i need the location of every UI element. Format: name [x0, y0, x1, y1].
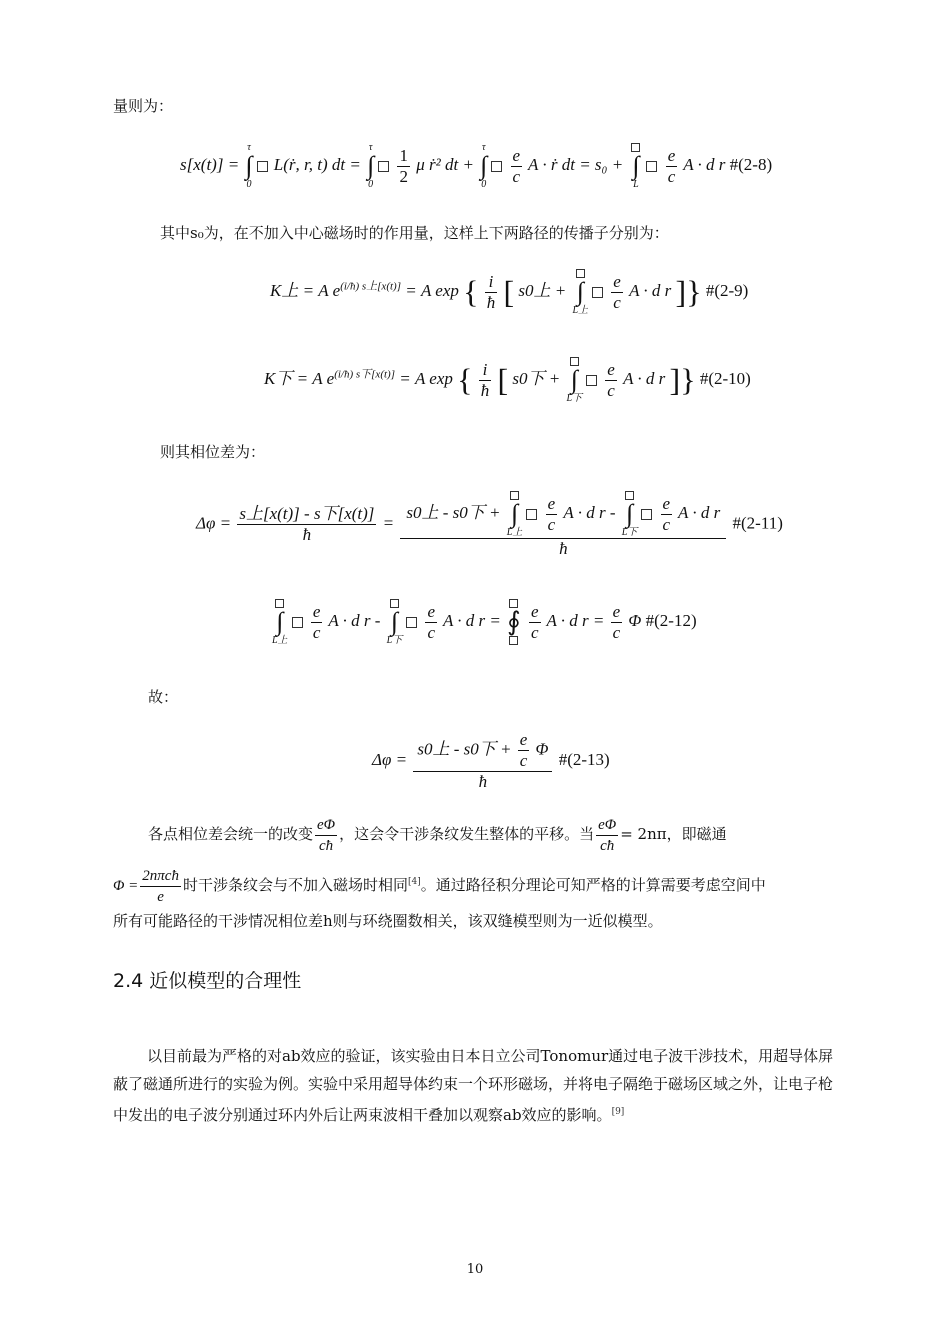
eq-2-10-lhs: K下 = A e [264, 368, 335, 388]
integrand: A · d r [623, 368, 666, 388]
eq-2-8-term3: A · ṙ dt = s₀ + [528, 154, 624, 174]
bracket-start: s0下 + [512, 368, 561, 388]
placeholder-box-icon [491, 161, 502, 172]
eq-2-9-mid: = A exp [405, 280, 459, 300]
eq-2-8-term1: L(ṙ, r, t) dt = [273, 154, 361, 174]
fraction-phase-expanded: s0上 - s0下 + ∫ L上 $\frac{e}{c}$ A · d r - ∫ L下 $\frac{e}{c}$ A · d r ħ [400, 490, 726, 559]
fraction-phase: $\frac{\text{s上[x(t)] - s下[x(t)]}}{ħ}$ [239, 504, 375, 544]
paragraph-s0: 其中s₀为，在不加入中心磁场时的作用量，这样上下两路径的传播子分别为： [160, 224, 669, 242]
fraction-flux: $\frac{\text{2nπcħ}}{e}$ [142, 867, 179, 905]
equation-tag: #(2-10) [699, 368, 751, 388]
integral-symbol: τ ∫ 0 [480, 142, 488, 190]
placeholder-box-icon [592, 287, 603, 298]
integral-symbol: τ ∫ 0 [245, 142, 253, 190]
integrand: A · d r [629, 280, 672, 300]
path-integral-symbol: ∫ L下 [566, 356, 582, 404]
paragraph-phase: 则其相位差为： [160, 443, 266, 461]
fraction-e-over-c: $\frac{e}{c}$ [667, 145, 676, 186]
citation-9[interactable]: [9] [611, 1107, 625, 1117]
eq-2-9-lhs: K上 = A e [270, 280, 341, 300]
eq-2-11-lhs: Δφ = [196, 513, 232, 533]
bracket-start: s0上 + [518, 280, 567, 300]
eq-2-12-part-c: A · d r = [546, 610, 605, 630]
section-heading: 2.4 近似模型的合理性 [113, 970, 302, 992]
exponent: (i/ħ) s下[x(t)] [334, 368, 395, 381]
lower-limit: 0 [246, 179, 252, 190]
intro-text: 量则为： [113, 97, 174, 115]
paragraph-therefore: 故： [148, 688, 179, 706]
fraction-phase-final: s0上 - s0下 + $\frac{e}{c}$ Φ ħ [413, 730, 552, 792]
equation-2-11: Δφ = $\frac{\text{s上[x(t)] - s下[x(t)]}}{ħ}$ = s0上 - s0下 + ∫ L上 $\frac{e}{c}$ A · d r - ∫ L下 $\frac{e}{c}$ A · d r ħ #(2-11) [196, 490, 783, 559]
placeholder-box-icon [586, 375, 597, 386]
page-number: 10 [466, 1262, 484, 1277]
fraction-half: $\frac{1}{2}$ [399, 145, 408, 186]
equation-tag: #(2-12) [645, 610, 697, 630]
fraction-i-over-hbar: $\frac{i}{ħ}$ [486, 271, 496, 312]
equation-tag: #(2-8) [729, 154, 773, 174]
equation-tag: #(2-11) [732, 513, 783, 533]
placeholder-box-icon [378, 161, 389, 172]
eq-2-8-term2: μ ṙ² dt + [416, 154, 474, 174]
paragraph-flux-line2: 所有可能路径的干涉情况相位差h则与环绕圈数相关，该双缝模型则为一近似模型。 [113, 912, 663, 930]
exponent: (i/ħ) s上[x(t)] [340, 280, 401, 293]
paragraph-flux: Φ = $\frac{\text{2nπcħ}}{e}$ 时干涉条纹会与不加入磁场时相同[4]。通过路径积分理论可知严格的计算需要考虑空间中 [113, 867, 766, 905]
equation-2-13 [372, 730, 610, 792]
placeholder-box-icon [257, 161, 268, 172]
placeholder-box-icon [646, 161, 657, 172]
equation-2-12: ∫ L上 $\frac{e}{c}$ A · d r - ∫ L下 $\frac{e}{c}$ A · d r = ∮ $\frac{e}{c}$ A · d r = $\frac{e}{c}$ Φ #(2-12) [270, 598, 697, 646]
citation-4[interactable]: [4] [408, 877, 421, 887]
equation-tag: #(2-9) [705, 280, 749, 300]
fraction-i-over-hbar: $\frac{i}{ħ}$ [480, 359, 490, 400]
path-integral-symbol: ∫ L上 [572, 268, 588, 316]
eq-2-8-lhs: s[x(t)] = [180, 154, 240, 174]
eq-2-13-lhs: Δφ = [372, 749, 408, 769]
equation-2-10: K下 = A $e^{(i/ħ) s下[x(t)]} = A$ exp { $\frac{i}{ħ}$ [ s0下 + ∫ L下 $\frac{e}{c}$ A · d r ]} #(2-10) [264, 356, 751, 404]
paragraph-shift: 各点相位差会统一的改变 $\frac{e\Phi}{cħ}$ ，这会令干涉条纹发生整体的平移。当 $\frac{e\Phi}{cħ}$ = 2nπ，即磁通 [148, 816, 727, 854]
contour-integral-symbol: ∮ [507, 598, 521, 646]
fraction-ephi-over-chbar: $\frac{e\Phi}{cħ}$ [317, 816, 336, 854]
paragraph-experiment: 以目前最为严格的对ab效应的验证，该实验由日本日立公司Tonomur通过电子波干涉技术，用超导体屏蔽了磁通所进行的实验为例。实验中采用超导体约束一个环形磁场，并将电子隔绝于磁场区域之外，让电子枪中发出的电子波分别通过环内外后让两束波相干叠加以观察ab效应的影响。[9] [113, 1047, 834, 1124]
equation-2-8 [180, 142, 772, 190]
upper-limit: τ [247, 142, 251, 153]
equation-tag: #(2-13) [558, 749, 610, 769]
fraction-e-over-c: $\frac{e}{c}$ [512, 145, 521, 186]
eq-2-12-part-b: A · d r = [442, 610, 501, 630]
eq-2-10-mid: = A exp [399, 368, 453, 388]
path-integral-symbol: ∫ L [629, 142, 642, 190]
eq-2-8-term4: A · d r [683, 154, 726, 174]
eq-2-12-part-a: A · d r - [328, 610, 381, 630]
equation-2-9: K上 = A $e^{(i/ħ) s上[x(t)]} = A$ exp { $\frac{i}{ħ}$ [ s0上 + ∫ L上 $\frac{e}{c}$ A · d r ]} #(2-9) [270, 268, 748, 316]
integral-symbol: τ ∫ 0 [367, 142, 375, 190]
eq-2-12-rhs: Φ [628, 610, 642, 630]
